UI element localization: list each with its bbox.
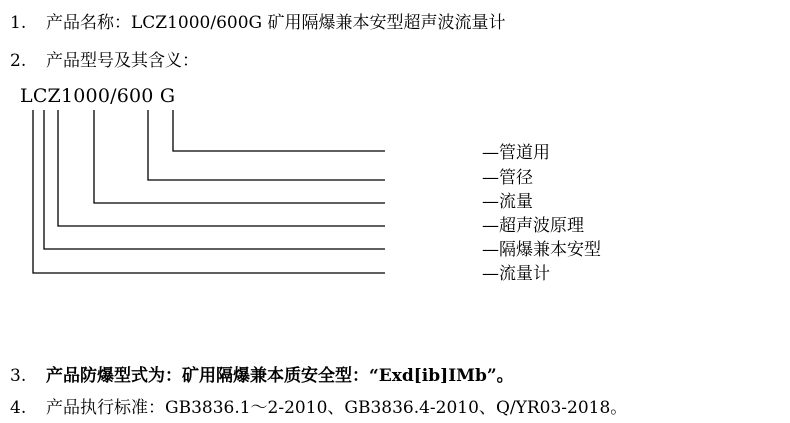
bracket-line-ultrasonic (58, 110, 385, 226)
item-4-text: 产品执行标准：GB3836.1～2-2010、GB3836.4-2010、Q/YR03-2018。 (46, 398, 628, 418)
bracket-line-flow (94, 110, 385, 203)
item-2-text: 产品型号及其含义： (46, 51, 199, 71)
item-4-number: 4. (10, 398, 27, 418)
bracket-line-pipe-use (173, 110, 385, 151)
model-code: LCZ1000/600 G (20, 85, 176, 107)
bracket-line-pipe-diameter (148, 110, 385, 180)
item-2-number: 2. (10, 51, 27, 71)
item-4 (10, 397, 627, 419)
model-part-flow: —流量 (482, 192, 533, 212)
item-3-text: 产品防爆型式为：矿用隔爆兼本质安全型：“Exd[ib]IMb”。 (46, 366, 514, 386)
model-part-pipe-diameter: —管径 (482, 168, 533, 188)
item-1-text: 产品名称：LCZ1000/600G 矿用隔爆兼本安型超声波流量计 (46, 13, 506, 33)
model-part-ultrasonic: —超声波原理 (482, 216, 584, 236)
model-part-pipe-use: —管道用 (482, 143, 550, 163)
item-3 (10, 365, 514, 387)
model-part-flowmeter: —流量计 (482, 264, 550, 284)
item-3-number: 3. (10, 366, 27, 386)
model-part-explosion-proof: —隔爆兼本安型 (482, 240, 601, 260)
item-1-number: 1. (10, 13, 27, 33)
